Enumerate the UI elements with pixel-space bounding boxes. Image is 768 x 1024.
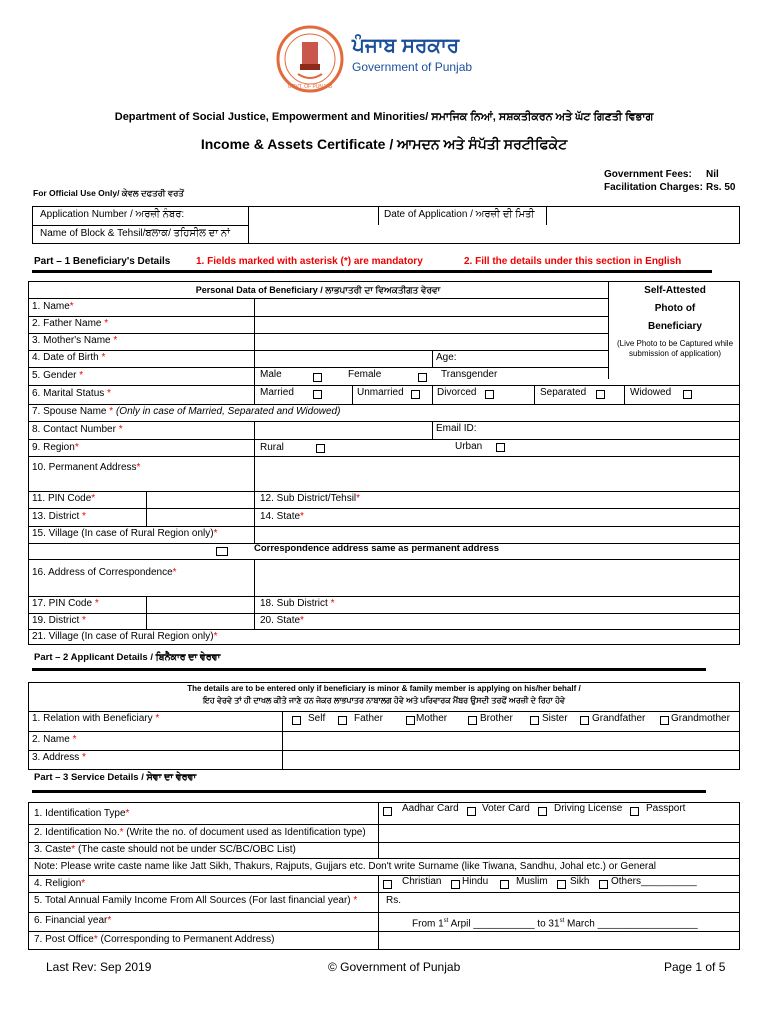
punjab-seal-logo	[276, 24, 344, 94]
footer-revision: Last Rev: Sep 2019	[46, 960, 152, 974]
gov-fees-label: Government Fees:	[604, 169, 692, 180]
gender-female-label: Female	[348, 369, 382, 380]
district-label: 13. District *	[32, 511, 86, 522]
id-passport-label: Passport	[646, 803, 686, 814]
religion-hindu-label: Hindu	[462, 876, 489, 887]
contact-number-input[interactable]	[256, 422, 431, 438]
religion-sikh-checkbox[interactable]	[557, 880, 566, 889]
spouse-name-label: 7. Spouse Name * (Only in case of Married, Separated and Widowed)	[32, 406, 341, 417]
id-type-label: 1. Identification Type*	[34, 808, 130, 819]
footer-page-number: Page 1 of 5	[664, 960, 726, 974]
name-label: 1. Name*	[32, 301, 74, 312]
part1-note-english: 2. Fill the details under this section in English	[464, 256, 682, 267]
email-label: Email ID:	[436, 423, 477, 434]
gender-male-label: Male	[260, 369, 282, 380]
sub-district-label: 12. Sub District/Tehsil*	[260, 493, 361, 504]
widowed-label: Widowed	[630, 387, 672, 398]
applicant-address-input[interactable]	[284, 751, 738, 769]
photo-title-2: Photo of	[654, 303, 696, 314]
religion-christian-checkbox[interactable]	[383, 880, 392, 889]
relation-self-label: Self	[308, 713, 326, 724]
gender-male-checkbox[interactable]	[313, 373, 322, 382]
region-urban-checkbox[interactable]	[496, 443, 505, 452]
father-name-label: 2. Father Name *	[32, 318, 109, 329]
name-input[interactable]	[256, 299, 606, 315]
gender-female-checkbox[interactable]	[418, 373, 427, 382]
permanent-address-input[interactable]	[256, 457, 738, 490]
date-of-application-label: Date of Application / ਅਰਜ਼ੀ ਦੀ ਮਿਤੀ	[384, 209, 535, 220]
religion-muslim-checkbox[interactable]	[500, 880, 509, 889]
id-driving-checkbox[interactable]	[538, 807, 547, 816]
gov-fees-value: Nil	[706, 169, 719, 180]
contact-number-label: 8. Contact Number *	[32, 424, 123, 435]
age-label: Age:	[436, 352, 457, 363]
id-aadhar-checkbox[interactable]	[383, 807, 392, 816]
photo-note: (Live Photo to be Captured while submission of application)	[616, 339, 734, 358]
married-label: Married	[260, 387, 294, 398]
relation-brother-label: Brother	[480, 713, 513, 724]
income-label: 5. Total Annual Family Income From All Sources (For last financial year) *	[34, 895, 358, 906]
relation-father-label: Father	[354, 713, 383, 724]
same-address-checkbox[interactable]	[216, 547, 228, 556]
relation-grandfather-checkbox[interactable]	[580, 716, 589, 725]
religion-muslim-label: Muslim	[516, 876, 548, 887]
pin-code-2-label: 17. PIN Code *	[32, 598, 99, 609]
income-rs-label: Rs.	[386, 895, 401, 906]
part3-heading: Part – 3 Service Details / ਸੇਵਾ ਦਾ ਵੇਰਵਾ	[34, 772, 197, 783]
financial-year-range[interactable]: From 1st Arpil ___________ to 31st March __________________	[412, 918, 698, 930]
id-passport-checkbox[interactable]	[630, 807, 639, 816]
state-2-label: 20. State*	[260, 615, 304, 626]
relation-grandfather-label: Grandfather	[592, 713, 646, 724]
correspondence-address-label: 16. Address of Correspondence*	[32, 567, 177, 578]
block-tehsil-label: Name of Block & Tehsil/ਬਲਾਕ/ ਤਹਿਸੀਲ ਦਾ ਨਾਂ	[40, 228, 230, 239]
separated-checkbox[interactable]	[596, 390, 605, 399]
caste-info-note: Note: Please write caste name like Jatt Sikh, Thakurs, Rajputs, Gujjars etc. Don't write Surname (like Tiwana, Sandhu, Johal etc.) or General	[34, 861, 657, 872]
id-voter-checkbox[interactable]	[467, 807, 476, 816]
father-name-input[interactable]	[256, 317, 606, 332]
relation-grandmother-checkbox[interactable]	[660, 716, 669, 725]
gender-label: 5. Gender *	[32, 370, 84, 381]
relation-father-checkbox[interactable]	[338, 716, 347, 725]
financial-year-label: 6. Financial year*	[34, 915, 112, 926]
religion-label: 4. Religion*	[34, 878, 86, 889]
id-voter-label: Voter Card	[482, 803, 530, 814]
dob-label: 4. Date of Birth *	[32, 352, 106, 363]
id-driving-label: Driving License	[554, 803, 623, 814]
facilitation-label: Facilitation Charges:	[604, 182, 703, 193]
same-address-label: Correspondence address same as permanent address	[254, 543, 499, 554]
region-urban-label: Urban	[455, 441, 483, 452]
facilitation-value: Rs. 50	[706, 182, 736, 193]
dob-input[interactable]	[256, 351, 431, 366]
part2-note-en: The details are to be entered only if beneficiary is minor & family member is applying on his/her behalf /	[187, 684, 581, 693]
correspondence-address-input[interactable]	[256, 560, 738, 595]
relation-brother-checkbox[interactable]	[468, 716, 477, 725]
relation-mother-checkbox[interactable]	[406, 716, 415, 725]
divorced-checkbox[interactable]	[485, 390, 494, 399]
divorced-label: Divorced	[437, 387, 477, 398]
religion-christian-label: Christian	[402, 876, 442, 887]
page-title: Income & Assets Certificate / ਆਮਦਨ ਅਤੇ ਸੰਪੱਤੀ ਸਰਟੀਫਿਕੇਟ	[200, 136, 568, 152]
relation-self-checkbox[interactable]	[292, 716, 301, 725]
gender-transgender-label: Transgender	[441, 369, 498, 380]
footer-copyright: © Government of Punjab	[328, 960, 461, 974]
religion-others-checkbox[interactable]	[599, 880, 608, 889]
region-label: 9. Region*	[32, 442, 79, 453]
applicant-name-label: 2. Name *	[32, 734, 77, 745]
religion-hindu-checkbox[interactable]	[451, 880, 460, 889]
date-of-application-field[interactable]	[548, 207, 738, 224]
district-2-label: 19. District *	[32, 615, 86, 626]
application-number-field[interactable]	[250, 207, 376, 224]
village-label: 15. Village (In case of Rural Region only)*	[32, 528, 218, 539]
id-number-label: 2. Identification No.* (Write the no. of document used as Identification type)	[34, 827, 366, 838]
pin-code-label: 11. PIN Code*	[32, 493, 96, 504]
state-label: 14. State*	[260, 511, 304, 522]
caste-label: 3. Caste* (The caste should not be under SC/BC/OBC List)	[34, 844, 296, 855]
applicant-address-label: 3. Address *	[32, 752, 86, 763]
income-input[interactable]	[404, 893, 738, 911]
part1-heading: Part – 1 Beneficiary's Details	[34, 256, 171, 267]
permanent-address-label: 10. Permanent Address*	[32, 462, 141, 473]
id-aadhar-label: Aadhar Card	[402, 803, 459, 814]
part1-note-mandatory: 1. Fields marked with asterisk (*) are mandatory	[196, 256, 423, 267]
separated-label: Separated	[540, 387, 587, 398]
relation-sister-label: Sister	[542, 713, 568, 724]
village-2-label: 21. Village (In case of Rural Region only)*	[32, 631, 218, 642]
official-use-label: For Official Use Only/ ਕੇਵਲ ਦਫਤਰੀ ਵਰਤੋਂ	[33, 188, 184, 198]
mother-name-input[interactable]	[256, 334, 606, 349]
unmarried-checkbox[interactable]	[411, 390, 420, 399]
sub-district-2-label: 18. Sub District *	[260, 598, 335, 609]
caste-input[interactable]	[380, 843, 738, 857]
photo-title-1: Self-Attested	[644, 285, 706, 296]
region-rural-checkbox[interactable]	[316, 444, 325, 453]
photo-title-3: Beneficiary	[648, 321, 702, 332]
applicant-name-input[interactable]	[284, 732, 738, 749]
relation-grandmother-label: Grandmother	[671, 713, 730, 724]
department-name: Department of Social Justice, Empowerment and Minorities/ ਸਮਾਜਿਕ ਨਿਆਂ, ਸਸ਼ਕਤੀਕਰਨ ਅਤੇ ਘੱਟ ਗਿਣਤੀ ਵਿਭਾਗ	[114, 111, 654, 123]
post-office-label: 7. Post Office* (Corresponding to Permanent Address)	[34, 934, 275, 945]
personal-data-heading: Personal Data of Beneficiary / ਲਾਭਪਾਤਰੀ ਦਾ ਵਿਅਕਤੀਗਤ ਵੇਰਵਾ	[195, 285, 441, 295]
post-office-input[interactable]	[380, 932, 738, 949]
widowed-checkbox[interactable]	[683, 390, 692, 399]
religion-others-label: Others__________	[611, 876, 697, 887]
relation-label: 1. Relation with Beneficiary *	[32, 713, 160, 724]
married-checkbox[interactable]	[313, 390, 322, 399]
part2-note-pa: ਇਹ ਵੇਰਵੇ ਤਾਂ ਹੀ ਦਾਖਲ ਕੀਤੇ ਜਾਣੇ ਹਨ ਜੇਕਰ ਲਾਭਪਾਤਰ ਨਾਬਾਲਗ ਹੋਵੇ ਅਤੇ ਪਰਿਵਾਰਕ ਮੈਂਬਰ ਉਸਦੀ ਤਰਫੋਂ ਅਰਜ਼ੀ ਦੇ ਰਿਹਾ ਹੋਵੇ	[202, 696, 566, 705]
seal-text: GOVT. OF PUNJAB	[287, 84, 333, 90]
religion-sikh-label: Sikh	[570, 876, 590, 887]
marital-status-label: 6. Marital Status *	[32, 388, 111, 399]
gov-english-title: Government of Punjab	[352, 60, 473, 74]
relation-sister-checkbox[interactable]	[530, 716, 539, 725]
application-number-label: Application Number / ਅਰਜ਼ੀ ਨੰਬਰ:	[40, 209, 185, 220]
relation-mother-label: Mother	[416, 713, 448, 724]
gov-punjabi-title: ਪੰਜਾਬ ਸਰਕਾਰ	[352, 35, 460, 57]
id-number-input[interactable]	[380, 825, 738, 841]
part2-heading: Part – 2 Applicant Details / ਬਿਨੈਕਾਰ ਦਾ ਵੇਰਵਾ	[34, 652, 221, 663]
unmarried-label: Unmarried	[357, 387, 404, 398]
mother-name-label: 3. Mother's Name *	[32, 335, 118, 346]
region-rural-label: Rural	[260, 442, 284, 453]
